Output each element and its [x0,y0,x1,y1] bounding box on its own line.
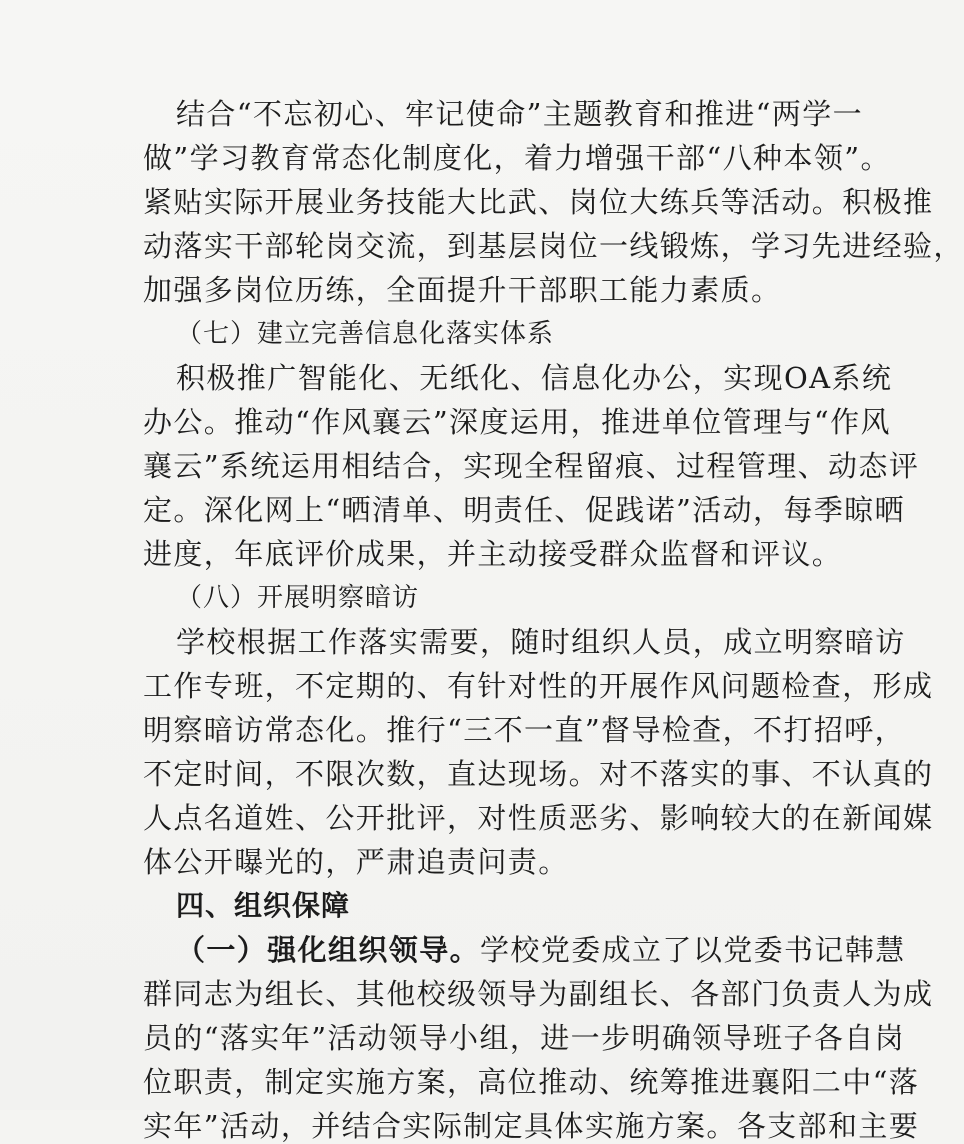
subsection-label: （一）强化组织领导。 [176,933,481,967]
paragraph-line: 襄云”系统运用相结合，实现全程留痕、过程管理、动态评 [143,449,920,483]
paragraph-line: 定。深化网上“晒清单、明责任、促践诺”活动，每季晾晒 [143,493,906,527]
paragraph-line: 进度，年底评价成果，并主动接受群众监督和评议。 [143,537,843,571]
paragraph-line: 员的“落实年”活动领导小组，进一步明确领导班子各自岗 [143,1021,906,1055]
paragraph-line: 做”学习教育常态化制度化，着力增强干部“八种本领”。 [143,141,891,175]
paragraph-line: 工作专班，不定期的、有针对性的开展作风问题检查，形成 [143,669,934,703]
paragraph-line: 人点名道姓、公开批评，对性质恶劣、影响较大的在新闻媒 [143,801,934,835]
paragraph-line: 办公。推动“作风襄云”深度运用，推进单位管理与“作风 [143,405,891,439]
paragraph-line: 明察暗访常态化。推行“三不一直”督导检查，不打招呼， [143,713,906,747]
paragraph-line: 加强多岗位历练，全面提升干部职工能力素质。 [143,273,782,307]
section-heading-8: （八）开展明察暗访 [176,583,420,613]
paragraph-line: 位职责，制定实施方案，高位推动、统筹推进襄阳二中“落 [143,1065,920,1099]
paragraph-line: 动落实干部轮岗交流，到基层岗位一线锻炼，学习先进经验， [143,229,964,263]
paragraph-line: 体公开曝光的，严肃追责问责。 [143,845,569,879]
paragraph-line: 群同志为组长、其他校级领导为副组长、各部门负责人为成 [143,977,934,1011]
paragraph-line [176,932,906,968]
paragraph-line: 学校根据工作落实需要，随时组织人员，成立明察暗访 [176,625,906,659]
paragraph-line: 实年”活动，并结合实际制定具体实施方案。各支部和主要 [143,1109,920,1143]
paragraph-line: 不定时间，不限次数，直达现场。对不落实的事、不认真的 [143,757,934,791]
paragraph-line: 紧贴实际开展业务技能大比武、岗位大练兵等活动。积极推 [143,185,934,219]
section-heading-7: （七）建立完善信息化落实体系 [176,319,555,349]
paragraph-text: 学校党委成立了以党委书记韩慧 [480,933,906,967]
paragraph-line: 结合“不忘初心、牢记使命”主题教育和推进“两学一 [176,97,864,131]
section-title-organization: 四、组织保障 [176,889,351,922]
paragraph-line: 积极推广智能化、无纸化、信息化办公，实现OA系统 [176,361,893,395]
